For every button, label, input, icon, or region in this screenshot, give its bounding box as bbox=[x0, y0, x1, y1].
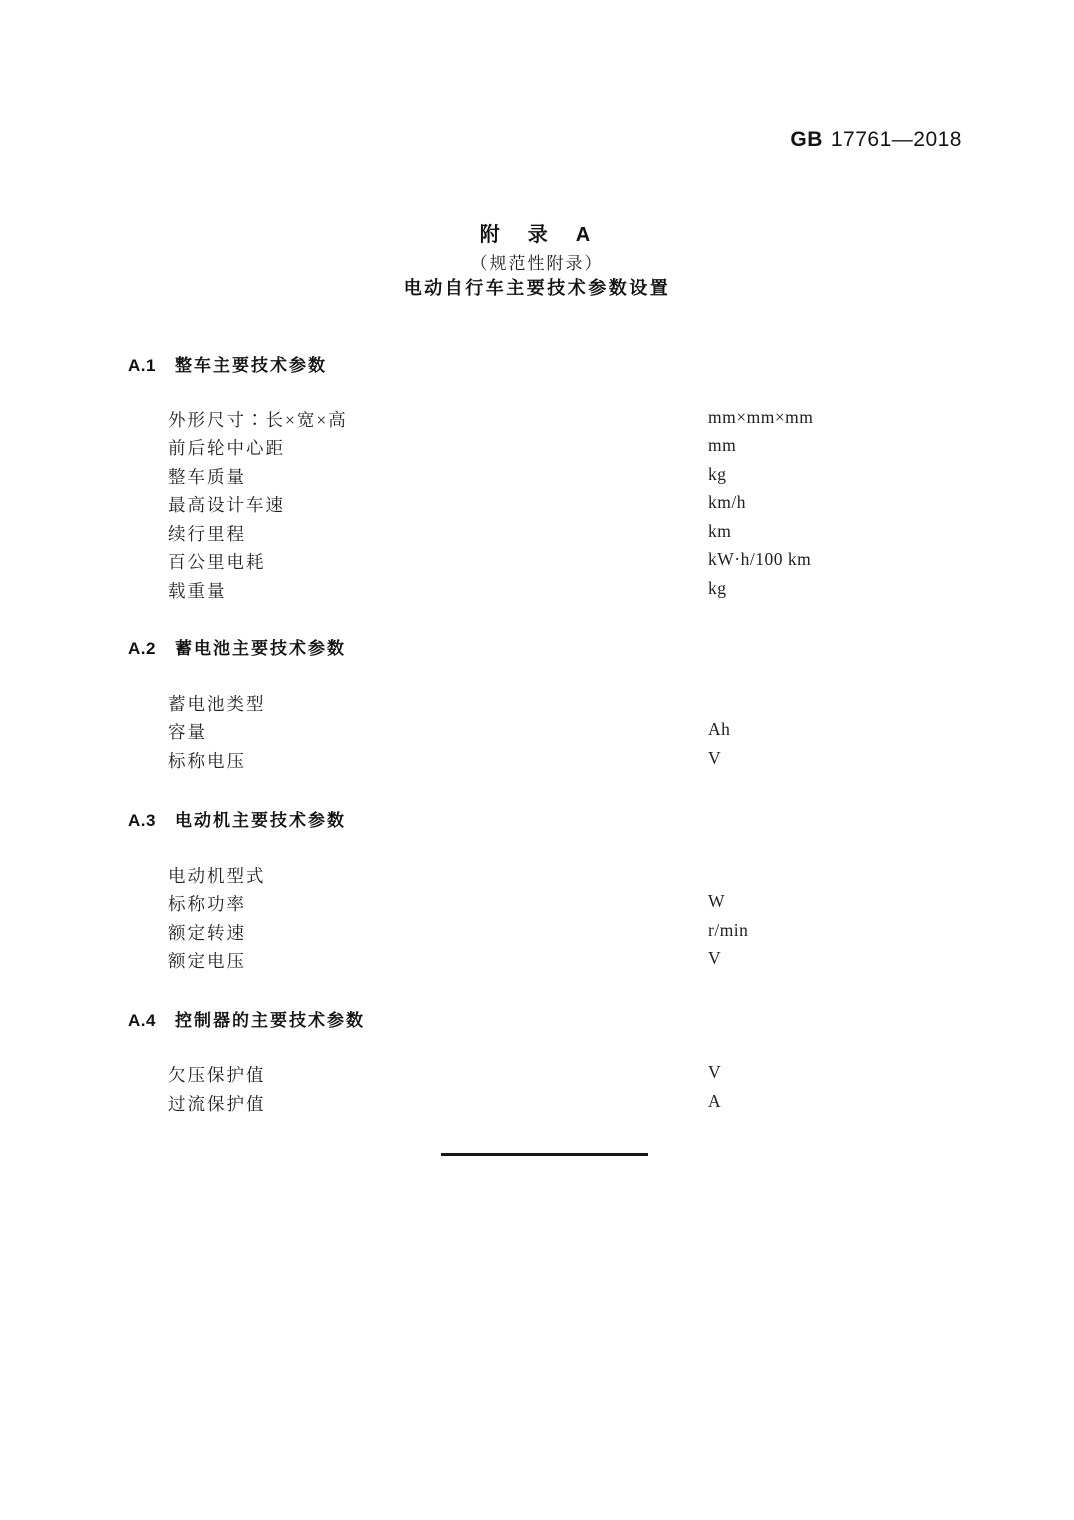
param-label: 外形尺寸∶长×宽×高 bbox=[168, 410, 348, 430]
param-row bbox=[0, 748, 1074, 774]
param-row bbox=[0, 521, 1074, 547]
section-number: A.1 bbox=[128, 356, 156, 375]
param-label: 过流保护值 bbox=[168, 1094, 266, 1114]
param-row bbox=[0, 863, 1074, 889]
param-unit: V bbox=[708, 1062, 722, 1082]
param-row bbox=[0, 1091, 1074, 1117]
param-unit: mm×mm×mm bbox=[708, 407, 814, 427]
param-unit: km bbox=[708, 521, 732, 541]
section-number: A.2 bbox=[128, 639, 156, 658]
section-heading-a3 bbox=[128, 806, 346, 831]
param-unit: kW·h/100 km bbox=[708, 549, 812, 569]
param-row bbox=[0, 464, 1074, 490]
param-unit: kg bbox=[708, 464, 727, 484]
param-label: 额定电压 bbox=[168, 951, 246, 971]
param-unit: r/min bbox=[708, 920, 749, 940]
param-row bbox=[0, 407, 1074, 433]
standard-code bbox=[790, 128, 962, 152]
standard-code-number: 17761—2018 bbox=[830, 128, 962, 151]
param-label: 续行里程 bbox=[168, 524, 246, 544]
section-number: A.4 bbox=[128, 1011, 156, 1030]
param-label: 最高设计车速 bbox=[168, 495, 285, 515]
param-row bbox=[0, 578, 1074, 604]
param-unit: W bbox=[708, 891, 726, 911]
param-row bbox=[0, 920, 1074, 946]
appendix-title: 附 录 A bbox=[479, 224, 595, 246]
param-label: 前后轮中心距 bbox=[168, 438, 285, 458]
appendix-subtitle: （规范性附录） bbox=[470, 254, 604, 273]
document-end-rule bbox=[441, 1153, 648, 1156]
param-row bbox=[0, 549, 1074, 575]
param-label: 额定转速 bbox=[168, 923, 246, 943]
param-label: 百公里电耗 bbox=[168, 552, 266, 572]
section-number: A.3 bbox=[128, 811, 156, 830]
section-heading-a2 bbox=[128, 634, 346, 659]
section-heading-a4 bbox=[128, 1006, 365, 1031]
param-label: 标称电压 bbox=[168, 751, 246, 771]
appendix-heading: 电动自行车主要技术参数设置 bbox=[403, 278, 671, 298]
section-heading-a1 bbox=[128, 351, 327, 376]
section-title: 电动机主要技术参数 bbox=[174, 811, 346, 830]
param-label: 电动机型式 bbox=[168, 866, 266, 886]
section-title: 蓄电池主要技术参数 bbox=[174, 639, 346, 658]
param-row bbox=[0, 492, 1074, 518]
param-row bbox=[0, 691, 1074, 717]
param-unit: kg bbox=[708, 578, 727, 598]
param-unit: V bbox=[708, 948, 722, 968]
param-row bbox=[0, 891, 1074, 917]
param-row bbox=[0, 948, 1074, 974]
param-label: 整车质量 bbox=[168, 467, 246, 487]
param-label: 标称功率 bbox=[168, 894, 246, 914]
param-row bbox=[0, 1062, 1074, 1088]
param-unit: km/h bbox=[708, 492, 746, 512]
param-row bbox=[0, 435, 1074, 461]
param-unit: V bbox=[708, 748, 722, 768]
param-label: 蓄电池类型 bbox=[168, 694, 266, 714]
param-label: 欠压保护值 bbox=[168, 1065, 266, 1085]
param-unit: mm bbox=[708, 435, 737, 455]
param-unit: Ah bbox=[708, 719, 731, 739]
param-row bbox=[0, 719, 1074, 745]
section-title: 控制器的主要技术参数 bbox=[174, 1011, 365, 1030]
param-label: 载重量 bbox=[168, 581, 227, 601]
standard-code-prefix: GB bbox=[790, 128, 823, 151]
section-title: 整车主要技术参数 bbox=[174, 356, 327, 375]
param-unit: A bbox=[708, 1091, 722, 1111]
param-label: 容量 bbox=[168, 722, 207, 742]
